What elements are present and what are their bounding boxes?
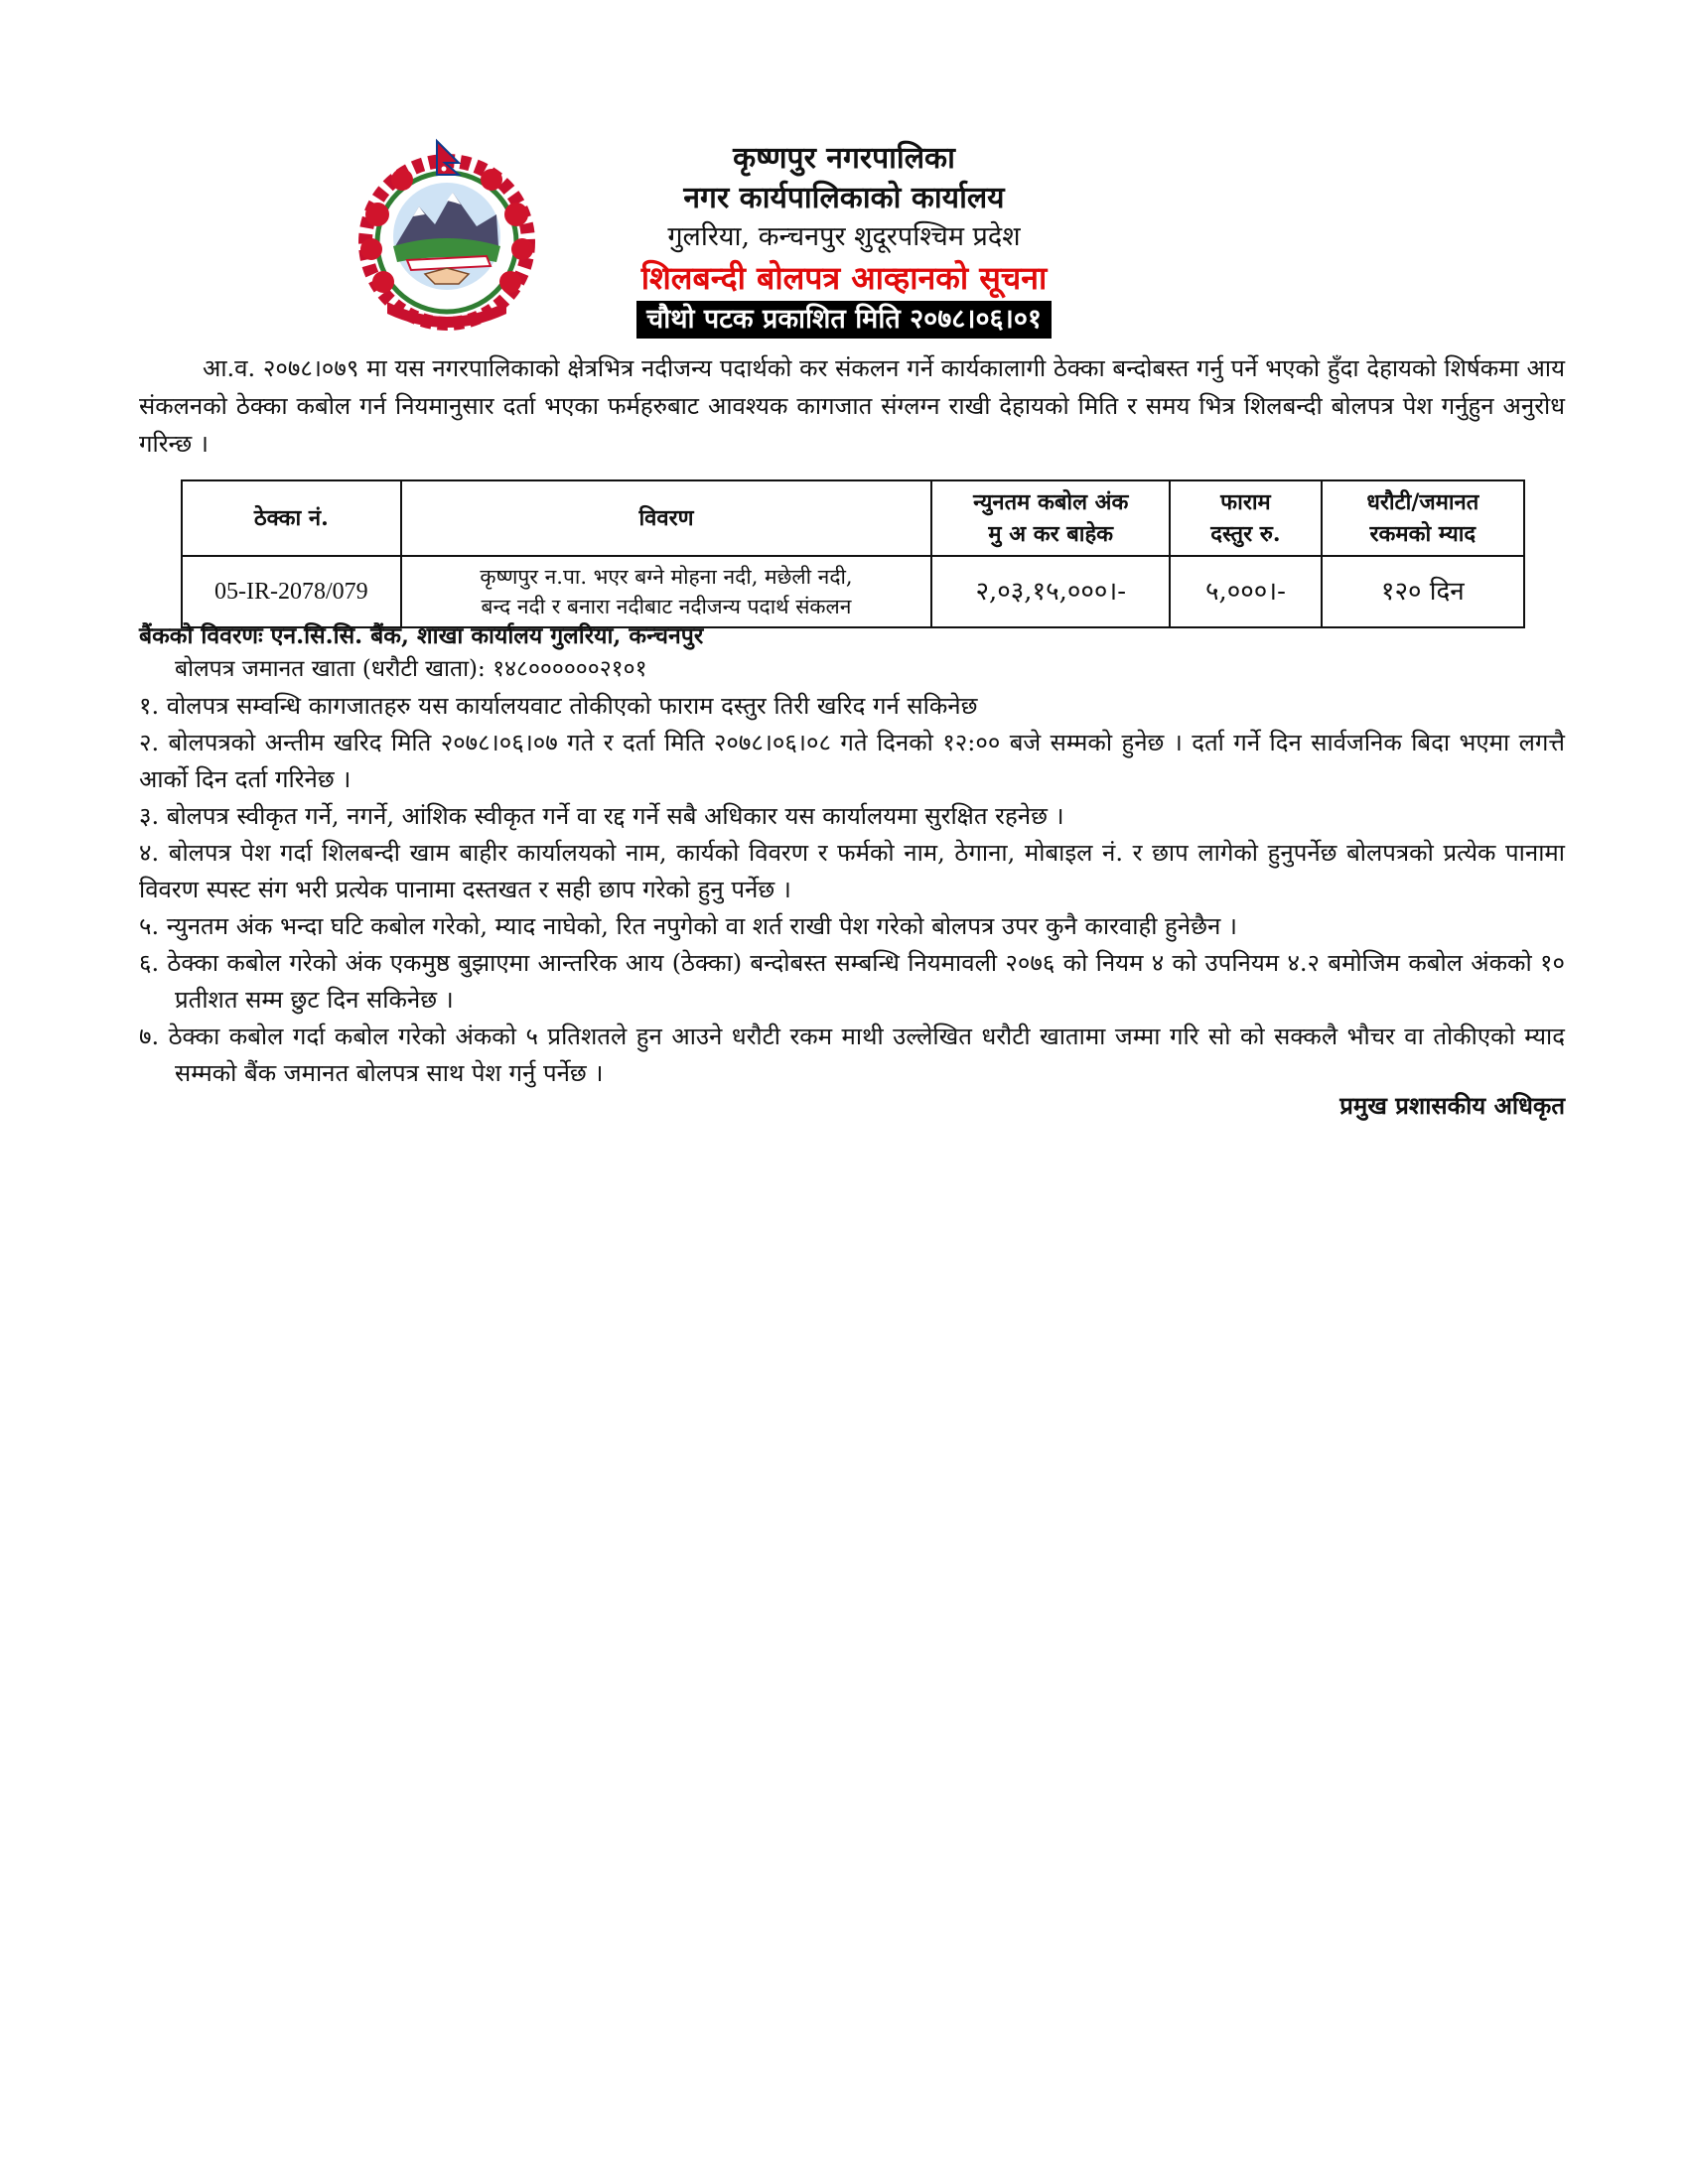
cell-deposit-validity: १२० दिन	[1322, 556, 1524, 627]
cell-description-line1: कृष्णपुर न.पा. भएर बग्ने मोहना नदी, मछेली नदी,	[480, 565, 853, 589]
tender-table	[181, 479, 1525, 628]
term-item: ७. ठेक्का कबोल गर्दा कबोल गरेको अंकको ५ प्रतिशतले हुन आउने धरौटी रकम माथी उल्लेखित धरौटी खातामा जम्मा गरि सो को सक्कलै भौचर वा तोकीएको म्याद सम्मको बैंक जमानत बोलपत्र साथ पेश गर्नु पर्नेछ ।	[139, 1023, 1565, 1087]
header-min-bid-line2: मु अ कर बाहेक	[988, 521, 1114, 547]
header-form-fee	[1170, 480, 1321, 556]
header-description: विवरण	[401, 480, 932, 556]
term-item: ५. न्युनतम अंक भन्दा घटि कबोल गरेको, म्याद नाघेको, रित नपुगेको वा शर्त राखी पेश गरेको बोलपत्र उपर कुनै कारवाही हुनेछैन ।	[139, 912, 1237, 940]
header-min-bid-line1: न्युनतम कबोल अंक	[973, 489, 1129, 515]
signatory-title: प्रमुख प्रशासकीय अधिकृत	[1339, 1091, 1565, 1120]
cell-min-bid: २,०३,१५,०००।-	[931, 556, 1170, 627]
header-form-fee-line2: दस्तुर रु.	[1210, 521, 1281, 547]
header-deposit-line1: धरौटी/जमानत	[1366, 489, 1479, 515]
deposit-account: बोलपत्र जमानत खाता (धरौटी खाता): १४८००००००२१०१	[175, 656, 647, 682]
table-row	[182, 556, 1524, 627]
nepal-emblem	[348, 135, 546, 334]
bank-details: बैंकको विवरणः एन.सि.सि. बैंक, शाखा कार्यालय गुलरिया, कन्चनपुर	[139, 622, 704, 649]
office-address: गुलरिया, कन्चनपुर शुदूरपश्चिम प्रदेश	[667, 221, 1021, 252]
header-min-bid	[931, 480, 1170, 556]
term-item: ४. बोलपत्र पेश गर्दा शिलबन्दी खाम बाहीर कार्यालयको नाम, कार्यको विवरण र फर्मको नाम, ठेगाना, मोबाइल नं. र छाप लागेको हुनुपर्नेछ बोलपत्रको प्रत्येक पानामा विवरण स्पस्ट संग भरी प्रत्येक पानामा दस्तखत र सही छाप गरेको हुनु पर्नेछ ।	[139, 839, 1565, 903]
term-item: ६. ठेक्का कबोल गरेको अंक एकमुष्ठ बुझाएमा आन्तरिक आय (ठेक्का) बन्दोबस्त सम्बन्धि नियमावली २०७६ को नियम ४ को उपनियम ४.२ बमोजिम कबोल अंकको १० प्रतीशत सम्म छुट दिन सकिनेछ ।	[139, 949, 1565, 1014]
notice-header	[556, 139, 1132, 339]
cell-contract-no: 05-IR-2078/079	[182, 556, 401, 627]
header-deposit	[1322, 480, 1524, 556]
header-deposit-line2: रकमको म्याद	[1369, 521, 1477, 547]
term-item: ३. बोलपत्र स्वीकृत गर्ने, नगर्ने, आंशिक स्वीकृत गर्ने वा रद्द गर्ने सबै अधिकार यस कार्यालयमा सुरक्षित रहनेछ ।	[139, 802, 1064, 830]
office-name: नगर कार्यपालिकाको कार्यालय	[683, 181, 1005, 215]
municipality-name: कृष्णपुर नगरपालिका	[733, 141, 955, 176]
emblem-graphic	[348, 135, 546, 334]
header-contract-no: ठेक्का नं.	[182, 480, 401, 556]
cell-description	[401, 556, 932, 627]
publication-date-bar: चौथो पटक प्रकाशित मिति २०७८।०६।०१	[636, 301, 1052, 339]
cell-form-fee: ५,०००।-	[1170, 556, 1321, 627]
terms-list	[139, 688, 1565, 1092]
term-item: १. वोलपत्र सम्वन्धि कागजातहरु यस कार्यालयवाट तोकीएको फाराम दस्तुर तिरी खरिद गर्न सकिनेछ	[139, 692, 978, 720]
table-header-row	[182, 480, 1524, 556]
intro-paragraph: आ.व. २०७८।०७९ मा यस नगरपालिकाको क्षेत्रभित्र नदीजन्य पदार्थको कर संकलन गर्ने कार्यकालागी ठेक्का बन्दोबस्त गर्नु पर्ने भएको हुँदा देहायको शिर्षकमा आय संकलनको ठेक्का कबोल गर्न नियमानुसार दर्ता भएका फर्महरुबाट आवश्यक कागजात संग्लग्न राखी देहायको मिति र समय भित्र शिलबन्दी बोलपत्र पेश गर्नुहुन अनुरोध गरिन्छ ।	[139, 354, 1565, 458]
notice-title: शिलबन्दी बोलपत्र आव्हानको सूचना	[640, 259, 1048, 297]
cell-description-line2: बन्द नदी र बनारा नदीबाट नदीजन्य पदार्थ संकलन	[481, 595, 852, 618]
header-form-fee-line1: फाराम	[1220, 489, 1271, 515]
term-item: २. बोलपत्रको अन्तीम खरिद मिति २०७८।०६।०७ गते र दर्ता मिति २०७८।०६।०८ गते दिनको १२:०० बजे सम्मको हुनेछ । दर्ता गर्ने दिन सार्वजनिक बिदा भएमा लगत्तै आर्को दिन दर्ता गरिनेछ ।	[139, 729, 1565, 793]
